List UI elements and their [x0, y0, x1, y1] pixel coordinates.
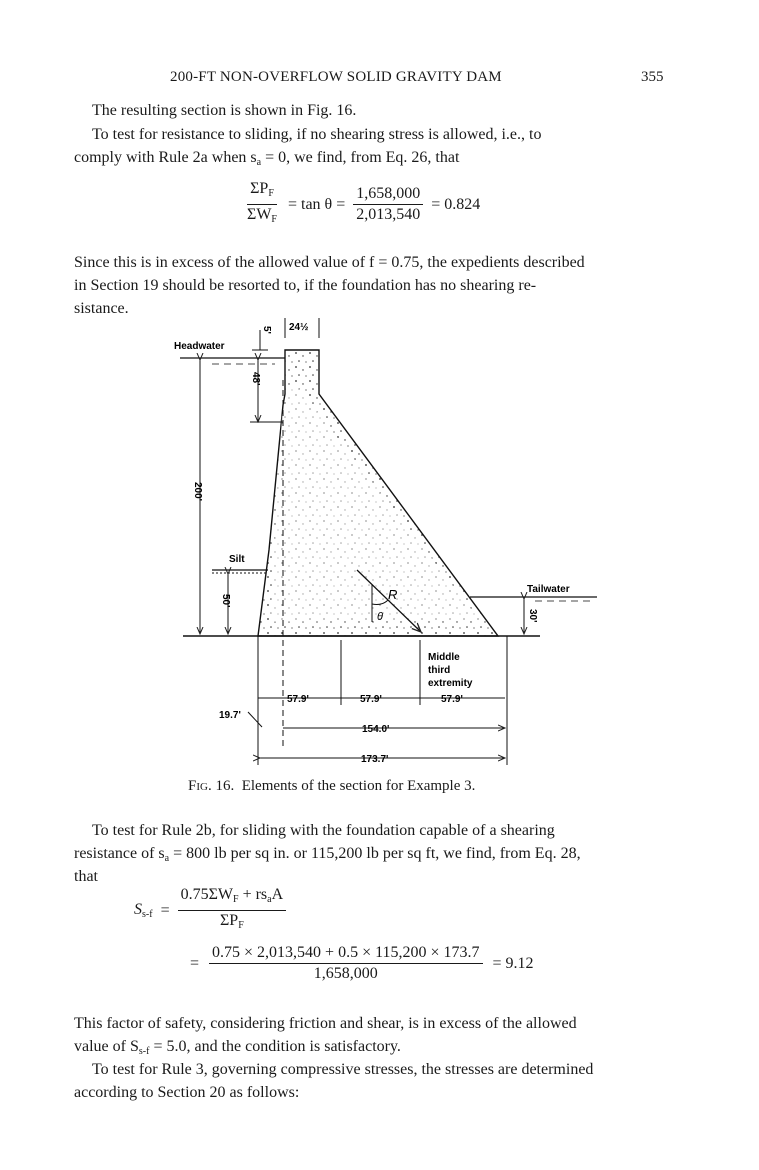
- equation-safety-factor-line-2: [190, 944, 534, 983]
- dim-200-label: 200': [192, 482, 203, 502]
- eq1-result: = 0.824: [431, 195, 481, 213]
- paragraph-5-line-1: This factor of safety, considering friction and shear, is in excess of the allowed: [74, 1015, 577, 1032]
- resultant-label: R: [388, 587, 398, 602]
- figure-caption: Fig. 16. Elements of the section for Example 3.: [188, 778, 476, 794]
- tailwater-label: Tailwater: [527, 584, 570, 595]
- eq2-fraction: $\frac{0.75\Sigma W_F + rs_aA}{\Sigma P_F}$: [178, 886, 287, 935]
- equation-friction: [244, 180, 480, 229]
- paragraph-4-line-2: resistance of $s_a = 800$ lb per sq in. or 115,200 lb per sq ft, we find, from Eq. 28,: [74, 845, 581, 864]
- theta-label: θ: [377, 611, 383, 623]
- dim-1540-label: 154.0': [362, 724, 390, 735]
- equation-safety-factor: [134, 886, 286, 935]
- eq1-rhs-fraction: $\frac{1,658,000}{2,013,540}$: [353, 185, 423, 224]
- paragraph-1: The resulting section is shown in Fig. 16.: [92, 102, 357, 119]
- dim-579-label-c: 57.9': [441, 694, 463, 705]
- middle-third-label-1: Middle: [428, 652, 460, 663]
- headwater-label: Headwater: [174, 341, 225, 352]
- dam-core: [270, 380, 480, 622]
- paragraph-2-line-1: To test for resistance to sliding, if no shearing stress is allowed, i.e., to: [92, 126, 542, 143]
- eq2-line2-fraction: $\frac{0.75 \times 2,013,540 + 0.5 \times 115,200 \times 173.7}{1,658,000}$: [209, 944, 483, 983]
- eq1-lhs-fraction: $\frac{\Sigma P_F}{\Sigma W_F}$: [247, 180, 277, 225]
- eq2-equals: =: [160, 901, 170, 919]
- dim-579-label-b: 57.9': [360, 694, 382, 705]
- middle-third-label-3: extremity: [428, 678, 473, 689]
- dim-48-label: 48': [250, 372, 261, 386]
- eq1-middle: = tan θ =: [287, 195, 346, 213]
- paragraph-6-line-2: according to Section 20 as follows:: [74, 1084, 300, 1101]
- paragraph-3-line-1: Since this is in excess of the allowed value of f = 0.75, the expedients described: [74, 254, 585, 271]
- eq2-line2-result: = 9.12: [492, 954, 534, 972]
- dim-197-label: 19.7': [219, 710, 241, 721]
- running-title: 200-FT NON-OVERFLOW SOLID GRAVITY DAM: [170, 69, 502, 85]
- silt-label: Silt: [229, 554, 245, 565]
- paragraph-6-line-1: To test for Rule 3, governing compressive stresses, the stresses are determined: [92, 1061, 594, 1078]
- paragraph-3-line-3: sistance.: [74, 300, 129, 317]
- dim-197-arrow: [248, 712, 262, 727]
- dim-579-label-a: 57.9': [287, 694, 309, 705]
- paragraph-4-line-1: To test for Rule 2b, for sliding with the foundation capable of a shearing: [92, 822, 555, 839]
- paragraph-3-line-2: in Section 19 should be resorted to, if the foundation has no shearing re-: [74, 277, 537, 294]
- dim-30-label: 30': [527, 609, 538, 623]
- eq2-line2-equals: =: [190, 954, 200, 972]
- dam-section-figure: [160, 300, 600, 770]
- middle-third-label-2: third: [428, 665, 451, 676]
- eq2-lhs: $S_{s-f}$: [134, 901, 153, 920]
- paragraph-4-line-3: that: [74, 868, 98, 885]
- dim-5-label: 5': [261, 326, 272, 334]
- dim-24-label: 24½: [289, 322, 309, 333]
- dim-50-label: 50': [220, 594, 231, 608]
- dim-1737-label: 173.7': [361, 754, 389, 765]
- page-number: 355: [641, 69, 664, 85]
- paragraph-5-line-2: value of $S_{s-f} = 5.0$, and the condition is satisfactory.: [74, 1038, 401, 1057]
- paragraph-2-line-2: comply with Rule 2a when $s_a = 0$, we find, from Eq. 26, that: [74, 149, 460, 168]
